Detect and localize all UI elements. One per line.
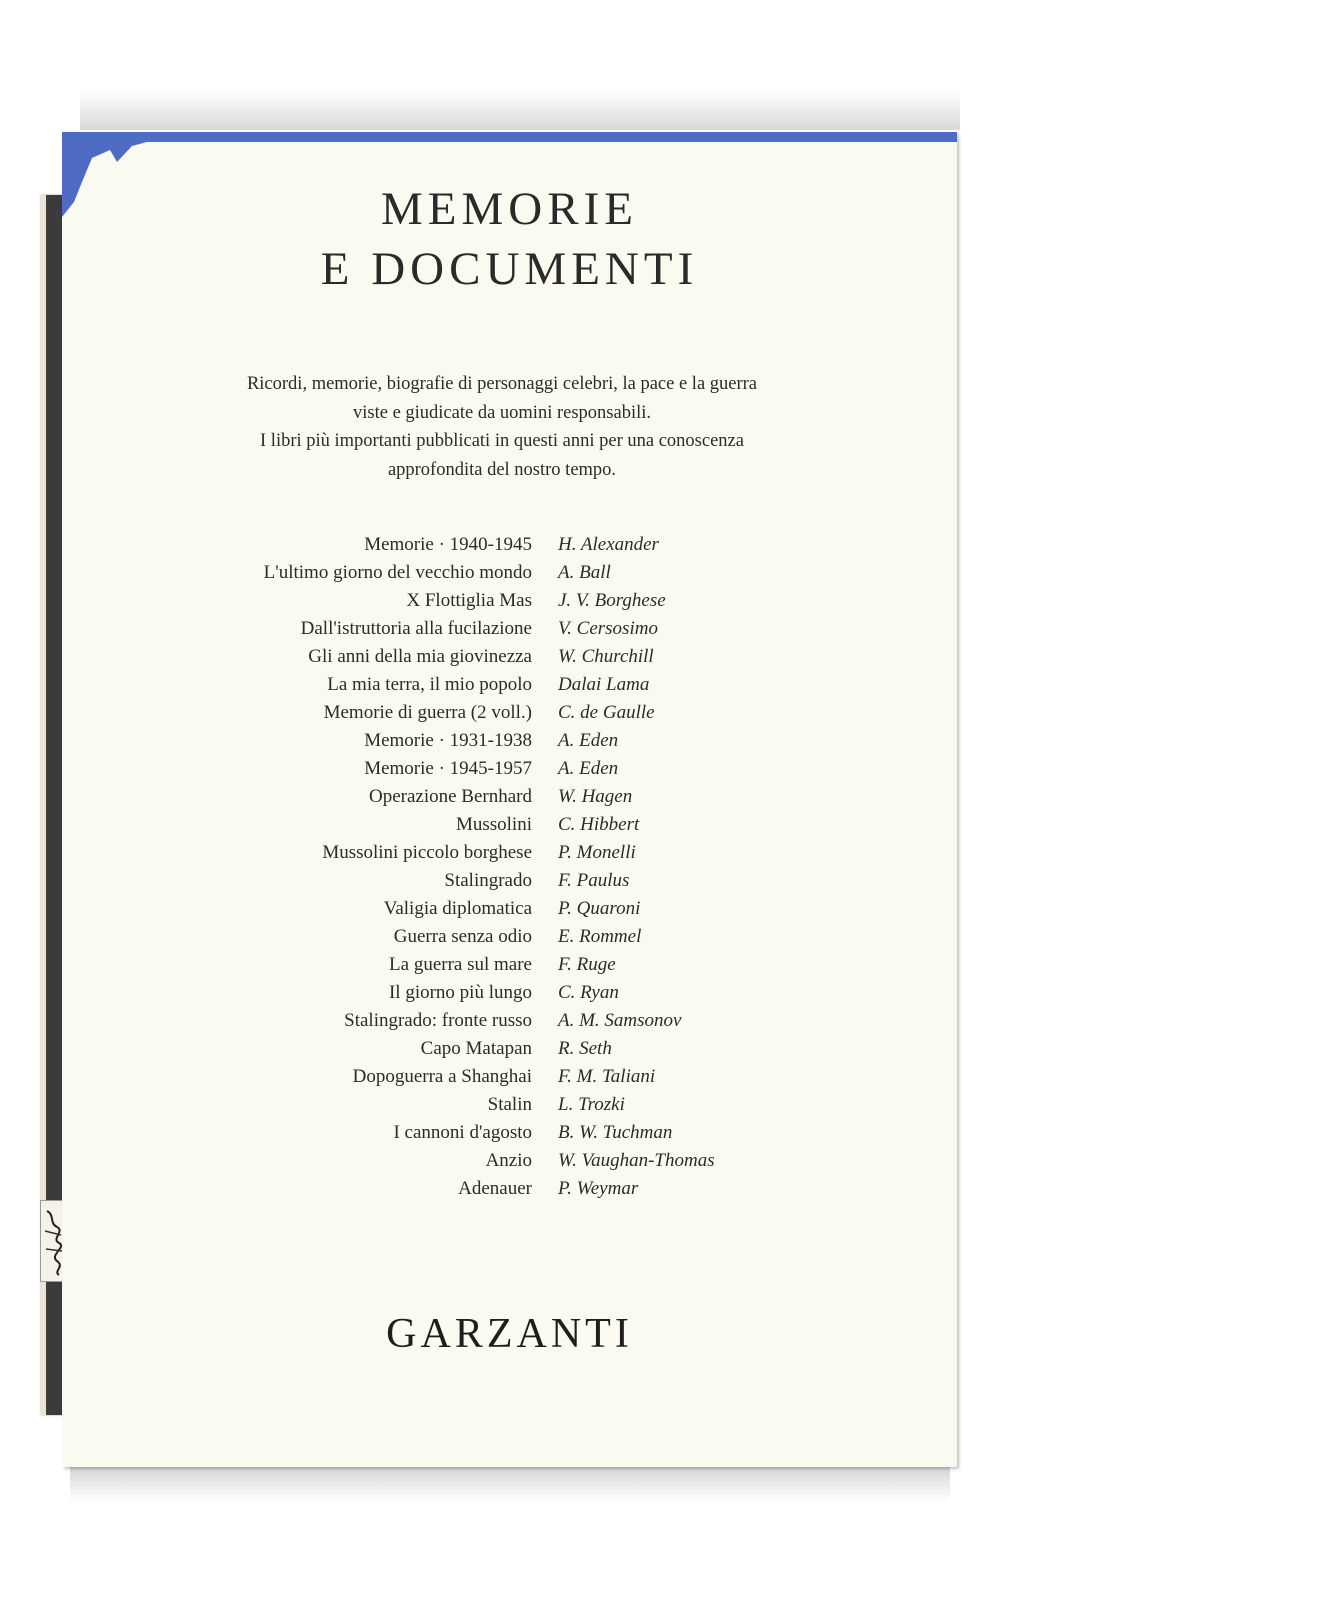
book-author: J. V. Borghese [558,590,666,611]
list-item [62,674,957,702]
list-item [62,1150,957,1178]
book-title: Gli anni della mia giovinezza [308,646,532,667]
description-line: approfondita del nostro tempo. [387,459,617,480]
book-author: W. Vaughan-Thomas [558,1150,715,1171]
book-title: X Flottiglia Mas [406,590,532,611]
book-author: C. Ryan [558,982,619,1003]
book-author: R. Seth [558,1038,612,1059]
description-line: Ricordi, memorie, biografie di personaggi celebri, la pace e la guerra [246,374,758,394]
list-item [62,646,957,674]
photo-shadow-bottom [70,1462,950,1502]
list-item [62,618,957,646]
list-item [62,926,957,954]
book-author: F. Ruge [558,954,616,975]
book-author: L. Trozki [558,1094,625,1115]
book-author: H. Alexander [558,534,659,555]
book-author: C. de Gaulle [558,702,655,723]
book-title: Adenauer [458,1178,532,1199]
book-title: Stalingrado: fronte russo [344,1010,532,1031]
description-line: viste e giudicate da uomini responsabili. [353,402,651,423]
book-author: A. Eden [558,758,619,779]
book-author: A. Eden [558,730,619,751]
book-author: A. Ball [558,562,611,583]
series-title-line1: MEMORIE [381,183,638,235]
book-author: F. M. Taliani [558,1066,656,1087]
list-item [62,842,957,870]
book-author: P. Weymar [558,1178,639,1199]
list-item [62,1066,957,1094]
list-item [62,1122,957,1150]
list-item [62,982,957,1010]
book-title: Dall'istruttoria alla fucilazione [300,618,532,639]
book-author: Dalai Lama [558,674,650,695]
list-item [62,702,957,730]
list-item [62,898,957,926]
list-item [62,590,957,618]
list-item [62,758,957,786]
book-author: A. M. Samsonov [558,1010,682,1031]
book-title: Memorie · 1940-1945 [364,534,532,555]
book-author: W. Hagen [558,786,633,807]
list-item [62,562,957,590]
list-item [62,1094,957,1122]
book-title: Capo Matapan [420,1038,532,1059]
book-title: Mussolini [455,814,532,835]
book-title: Operazione Bernhard [368,786,532,807]
list-item [62,954,957,982]
book-title: Stalingrado [444,870,532,891]
list-item [62,1178,957,1206]
list-item [62,534,957,562]
list-item [62,814,957,842]
series-description [182,370,822,484]
photo-shadow-top [80,90,960,130]
book-title: I cannoni d'agosto [393,1122,532,1143]
list-item [62,1038,957,1066]
list-item [62,870,957,898]
book-author: F. Paulus [558,870,630,891]
book-title: Valigia diplomatica [383,898,532,919]
list-item [62,1010,957,1038]
publisher-name: GARZANTI [386,1311,633,1357]
book-title: Stalin [487,1094,532,1115]
book-jacket-cover [62,132,957,1467]
book-author: W. Churchill [558,646,654,667]
book-title: Mussolini piccolo borghese [322,842,532,863]
book-title: Anzio [485,1150,532,1171]
book-author: C. Hibbert [558,814,640,835]
series-title-line2: E DOCUMENTI [320,243,699,295]
list-item [62,730,957,758]
book-title: Memorie · 1945-1957 [364,758,532,779]
book-title: Il giorno più lungo [388,982,532,1003]
book-author: B. W. Tuchman [558,1122,673,1143]
book-author: P. Monelli [558,842,636,863]
book-title: Memorie · 1931-1938 [364,730,532,751]
book-title: Dopoguerra a Shanghai [352,1066,532,1087]
book-title: L'ultimo giorno del vecchio mondo [263,562,532,583]
book-title: La mia terra, il mio popolo [327,674,532,695]
book-author: E. Rommel [558,926,642,947]
book-title: Guerra senza odio [393,926,532,947]
book-title: La guerra sul mare [389,954,532,975]
book-title: Memorie di guerra (2 voll.) [323,702,532,723]
description-line: I libri più importanti pubblicati in questi anni per una conoscenza [260,431,744,451]
book-author: P. Quaroni [558,898,641,919]
book-author: V. Cersosimo [558,618,658,639]
list-item [62,786,957,814]
